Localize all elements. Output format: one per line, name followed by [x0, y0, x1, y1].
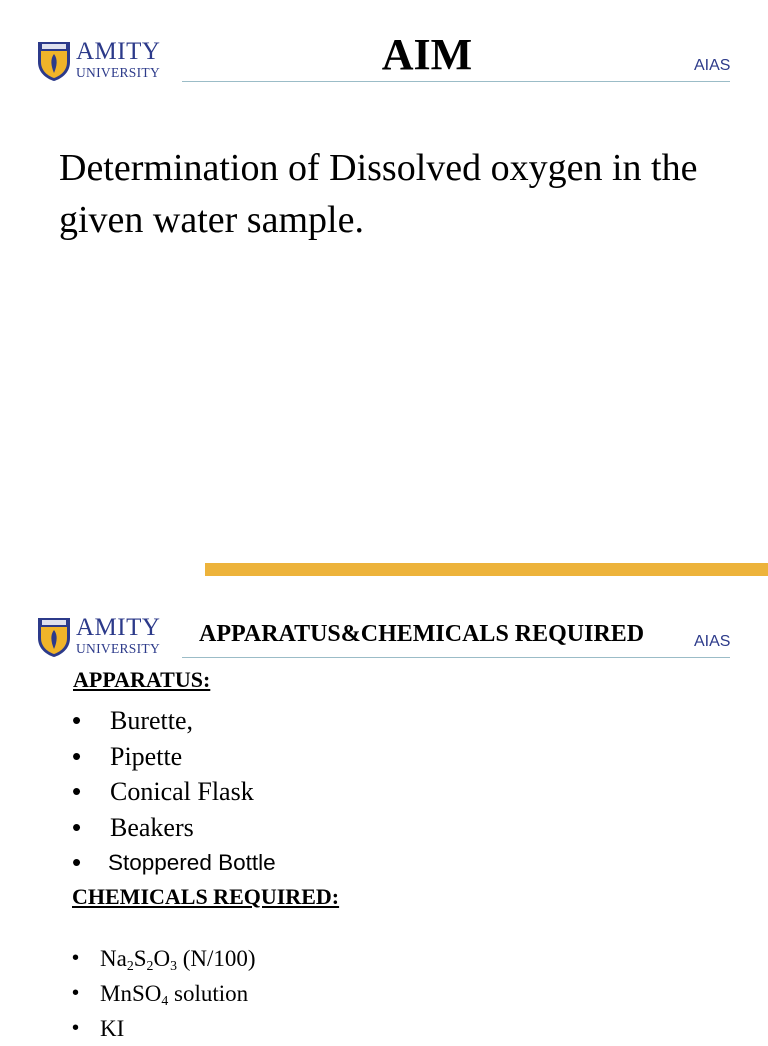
brand-subtitle: UNIVERSITY — [76, 641, 160, 656]
list-item: • Stoppered Bottle — [72, 845, 276, 881]
chemicals-heading: CHEMICALS REQUIRED: — [72, 884, 340, 909]
list-item: • MnSO$_4$ solution — [72, 976, 256, 1011]
brand-name: AMITY — [76, 614, 161, 641]
header-rule — [182, 657, 730, 658]
header-rule — [182, 81, 730, 82]
brand-subtitle: UNIVERSITY — [76, 65, 160, 80]
chemicals-list — [72, 941, 256, 1046]
slide-title-aim: AIM — [381, 30, 473, 79]
list-item: • Pipette — [72, 739, 276, 775]
aias-label: AIAS — [694, 633, 731, 650]
apparatus-heading: APPARATUS: — [73, 667, 211, 692]
list-item: • Burette, — [72, 703, 276, 739]
list-item: • Beakers — [72, 810, 276, 846]
slide-divider-bar — [205, 563, 768, 576]
aim-description: Determination of Dissolved oxygen in the given water sample. — [59, 147, 698, 241]
list-item: • Conical Flask — [72, 774, 276, 810]
list-item: • KI — [72, 1011, 256, 1046]
amity-crest-icon — [36, 616, 72, 658]
apparatus-list — [72, 703, 276, 881]
brand-name: AMITY — [76, 38, 161, 65]
list-item: • $Na_2S_2O_3$ (N/100) — [72, 941, 256, 976]
amity-logo — [36, 616, 168, 660]
slide-title-apparatus: APPARATUS&CHEMICALS REQUIRED — [199, 621, 645, 647]
aias-label: AIAS — [694, 57, 731, 74]
